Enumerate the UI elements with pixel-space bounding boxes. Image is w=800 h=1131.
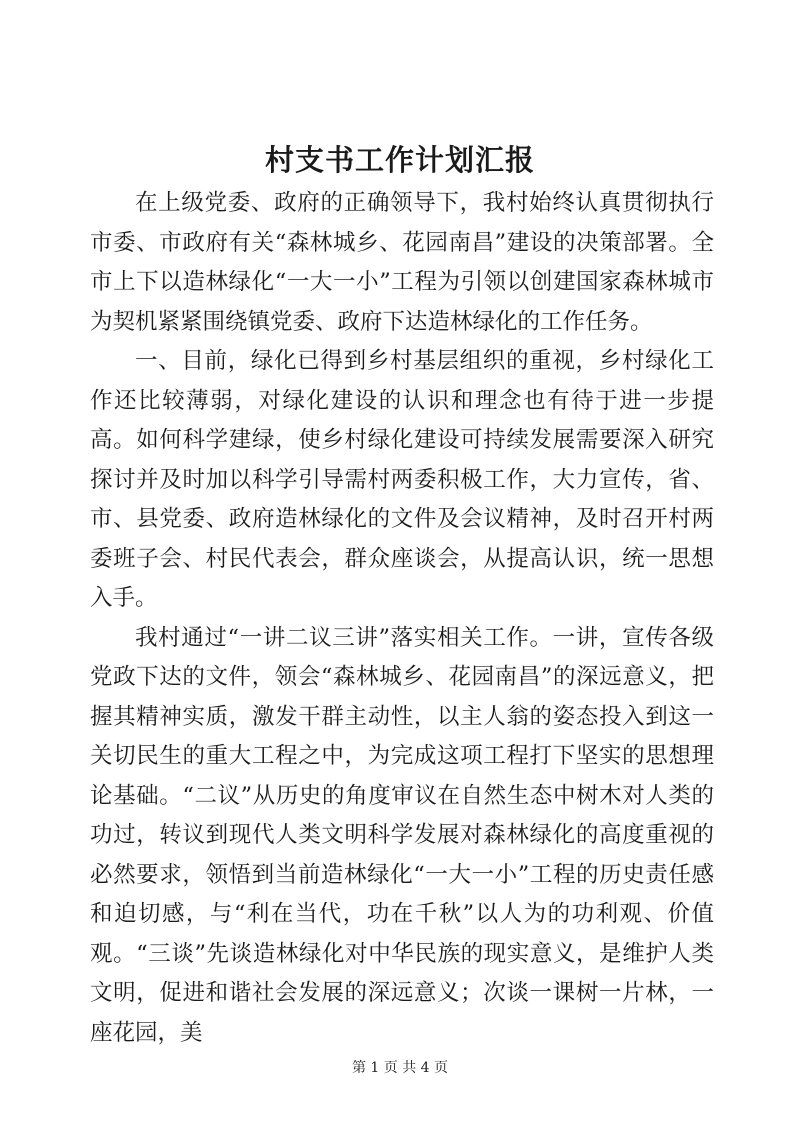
page-number-footer: 第 1 页 共 4 页 [351,1060,449,1076]
document-title: 村支书工作计划汇报 [264,143,535,177]
paragraph-section-one: 一、目前，绿化已得到乡村基层组织的重视，乡村绿化工作还比较薄弱，对绿化建设的认识和理念也有待于进一步提高。如何科学建绿，使乡村绿化建设可持续发展需要深入研究探讨并及时加以科学引导需村两委积极工作，大力宣传，省、市、县党委、政府造林绿化的文件及会议精神，及时召开村两委班子会、村民代表会，群众座谈会，从提高认识，统一思想入手。 [90,348,714,611]
document-body [90,184,714,1053]
paragraph-intro: 在上级党委、政府的正确领导下，我村始终认真贯彻执行市委、市政府有关“森林城乡、花园南昌”建设的决策部署。全市上下以造林绿化“一大一小”工程为引领以创建国家森林城市为契机紧紧围绕镇党委、政府下达造林绿化的工作任务。 [90,190,714,335]
paragraph-one-two-three: 我村通过“一讲二议三讲”落实相关工作。一讲，宣传各级党政下达的文件，领会“森林城乡、花园南昌”的深远意义，把握其精神实质，激发干群主动性，以主人翁的姿态投入到这一关切民生的重大工程之中，为完成这项工程打下坚实的思想理论基础。“二议”从历史的角度审议在自然生态中树木对人类的功过，转议到现代人类文明科学发展对森林绿化的高度重视的必然要求，领悟到当前造林绿化“一大一小”工程的历史责任感和迫切感，与“利在当代，功在千秋”以人为的功利观、价值观。“三谈”先谈造林绿化对中华民族的现实意义，是维护人类文明，促进和谐社会发展的深远意义；次谈一课树一片林，一座花园，美 [90,624,714,1046]
